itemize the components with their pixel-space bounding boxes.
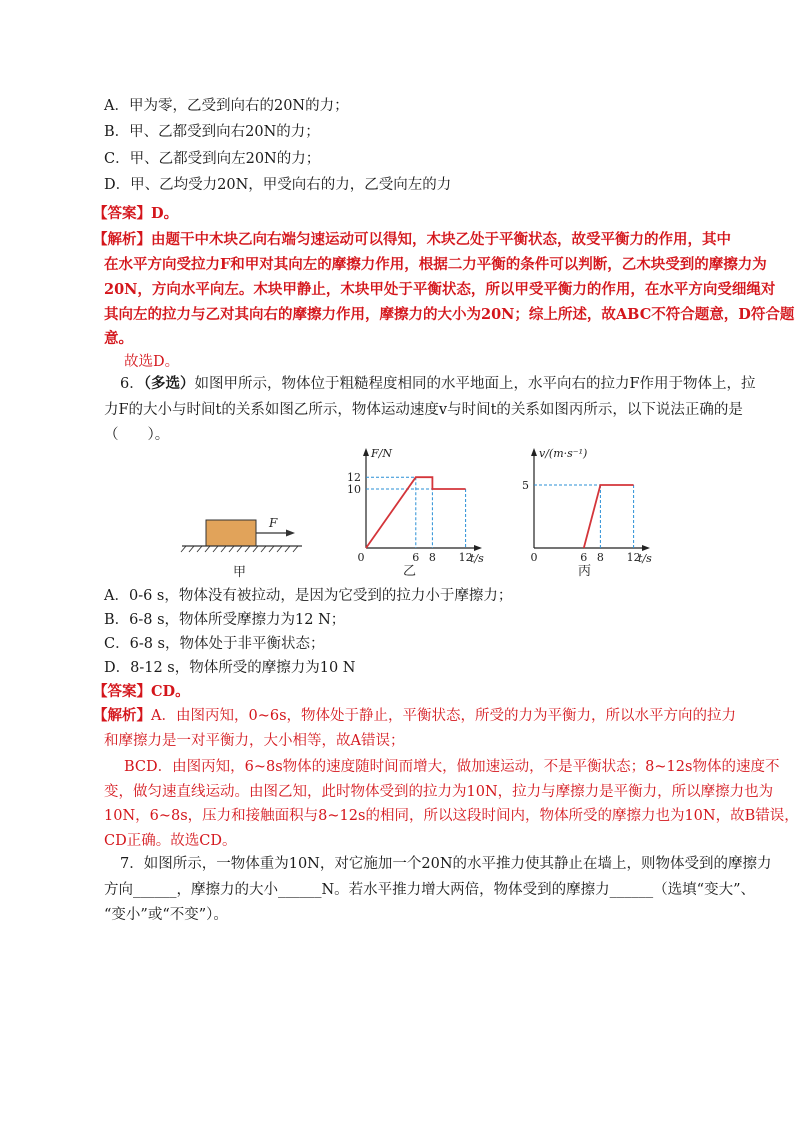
q5-analysis-line-5: 意。 <box>104 330 133 347</box>
ground-hatch <box>181 546 298 552</box>
q6-analysis-line-6: CD正确。故选CD。 <box>104 833 237 849</box>
y-tick-label: 5 <box>522 479 529 492</box>
q6-stem-text: 如图甲所示，物体位于粗糙程度相同的水平地面上，水平向右的拉力F作用于物体上，拉 <box>194 376 756 392</box>
answer-label: 【答案】 <box>93 205 151 222</box>
x-axis-arrow <box>642 545 650 551</box>
figure-bing <box>510 446 680 578</box>
q6-option-d: D．8-12 s，物体所受的摩擦力为10 N <box>104 660 356 676</box>
q5-option-c: C．甲、乙都受到向左20N的力； <box>104 151 321 167</box>
y-axis-arrow <box>531 448 537 456</box>
q6-analysis-line-2: 和摩擦力是一对平衡力，大小相等，故A错误； <box>104 733 405 749</box>
x-axis-arrow <box>474 545 482 551</box>
y-tick-label: 12 <box>347 471 361 485</box>
velocity-time-line <box>584 485 634 548</box>
analysis-label: 【解析】 <box>93 231 151 248</box>
q7-line-2: 方向______，摩擦力的大小______N。若水平推力增大两倍，物体受到的摩擦力______（选填“变大”、 <box>104 882 756 898</box>
analysis-text: A．由图丙知，0~6s，物体处于静止，平衡状态，所受的力为平衡力，所以水平方向的拉力 <box>151 708 737 724</box>
x-tick-label: 6 <box>580 551 588 564</box>
figure-caption: 甲 <box>233 565 247 580</box>
q6-analysis-line-5: 10N，6~8s，压力和接触面积与8~12s的相同，所以这段时间内，物体所受的摩擦力也为10N，故B错误， <box>104 808 799 824</box>
q6-stem-line-1 <box>120 374 756 394</box>
answer-value: D。 <box>151 205 179 222</box>
block <box>206 520 256 546</box>
q6-number: 6． <box>120 376 144 392</box>
origin-label: 0 <box>357 551 365 564</box>
x-tick-label: 8 <box>428 551 436 564</box>
q5-analysis-line-1 <box>93 230 731 250</box>
force-arrow-head <box>286 530 295 537</box>
q5-answer <box>93 204 178 224</box>
q5-option-b: B．甲、乙都受到向右20N的力； <box>104 124 320 140</box>
q5-conclusion: 故选D。 <box>124 354 180 370</box>
q5-analysis-line-2: 在水平方向受拉力F和甲对其向左的摩擦力作用，根据二力平衡的条件可以判断，乙木块受到的摩擦力为 <box>104 256 767 273</box>
q6-option-b: B．6-8 s，物体所受摩擦力为12 N； <box>104 612 346 628</box>
q5-analysis-line-4: 其向左的拉力与乙对其向右的摩擦力作用，摩擦力的大小为20N；综上所述，故ABC不符合题意，D符合题 <box>104 306 795 323</box>
x-tick-label: 12 <box>626 551 641 564</box>
q6-stem-line-3: （ ）。 <box>104 427 170 443</box>
x-axis-label: t/s <box>470 552 484 565</box>
q6-option-c: C．6-8 s，物体处于非平衡状态； <box>104 636 325 652</box>
q6-analysis-line-3: BCD．由图丙知，6~8s物体的速度随时间而增大，做加速运动，不是平衡状态；8~12s物体的速度不 <box>124 759 780 775</box>
q5-analysis-line-3: 20N，方向水平向左。木块甲静止，木块甲处于平衡状态，所以甲受平衡力的作用，在水平方向受细绳对 <box>104 281 776 298</box>
q6-analysis-line-1 <box>93 706 736 726</box>
guide-lines <box>366 477 466 548</box>
y-axis-label: F/N <box>371 447 392 460</box>
q6-stem-line-2: 力F的大小与时间t的关系如图乙所示，物体运动速度v与时间t的关系如图丙所示，以下说法正确的是 <box>104 402 743 418</box>
analysis-label: 【解析】 <box>93 707 151 724</box>
q5-option-d: D．甲、乙均受力20N，甲受向右的力，乙受向左的力 <box>104 177 452 193</box>
q7-line-1: 7．如图所示，一物体重为10N，对它施加一个20N的水平推力使其静止在墙上，则物体受到的摩擦力 <box>120 856 772 872</box>
answer-value: CD。 <box>151 683 190 700</box>
q6-option-a: A．0-6 s，物体没有被拉动，是因为它受到的拉力小于摩擦力； <box>104 588 513 604</box>
q7-line-3: “变小”或“不变”）。 <box>104 907 228 923</box>
q6-tag: （多选） <box>143 375 195 392</box>
force-label: F <box>269 516 278 530</box>
origin-label: 0 <box>530 551 538 564</box>
x-tick-label: 12 <box>458 551 473 564</box>
q5-option-a: A．甲为零，乙受到向右的20N的力； <box>104 98 349 114</box>
y-axis-label: v/(m·s⁻¹) <box>539 447 588 460</box>
x-tick-label: 6 <box>412 551 420 564</box>
x-tick-label: 8 <box>596 551 604 564</box>
figure-jia <box>176 506 306 586</box>
figure-caption: 丙 <box>578 564 592 578</box>
y-tick-label: 10 <box>347 483 361 496</box>
x-axis-label: t/s <box>638 552 652 565</box>
analysis-text: 由题干中木块乙向右端匀速运动可以得知，木块乙处于平衡状态，故受平衡力的作用，其中 <box>151 231 731 248</box>
q6-analysis-line-4: 变，做匀速直线运动。由图乙知，此时物体受到的拉力为10N，拉力与摩擦力是平衡力，所以摩擦力也为 <box>104 784 774 800</box>
y-axis-arrow <box>363 448 369 456</box>
figure-yi <box>336 446 496 578</box>
guide-lines <box>534 485 634 548</box>
answer-label: 【答案】 <box>93 683 151 700</box>
figure-caption: 乙 <box>403 564 417 578</box>
q6-answer <box>93 682 190 702</box>
